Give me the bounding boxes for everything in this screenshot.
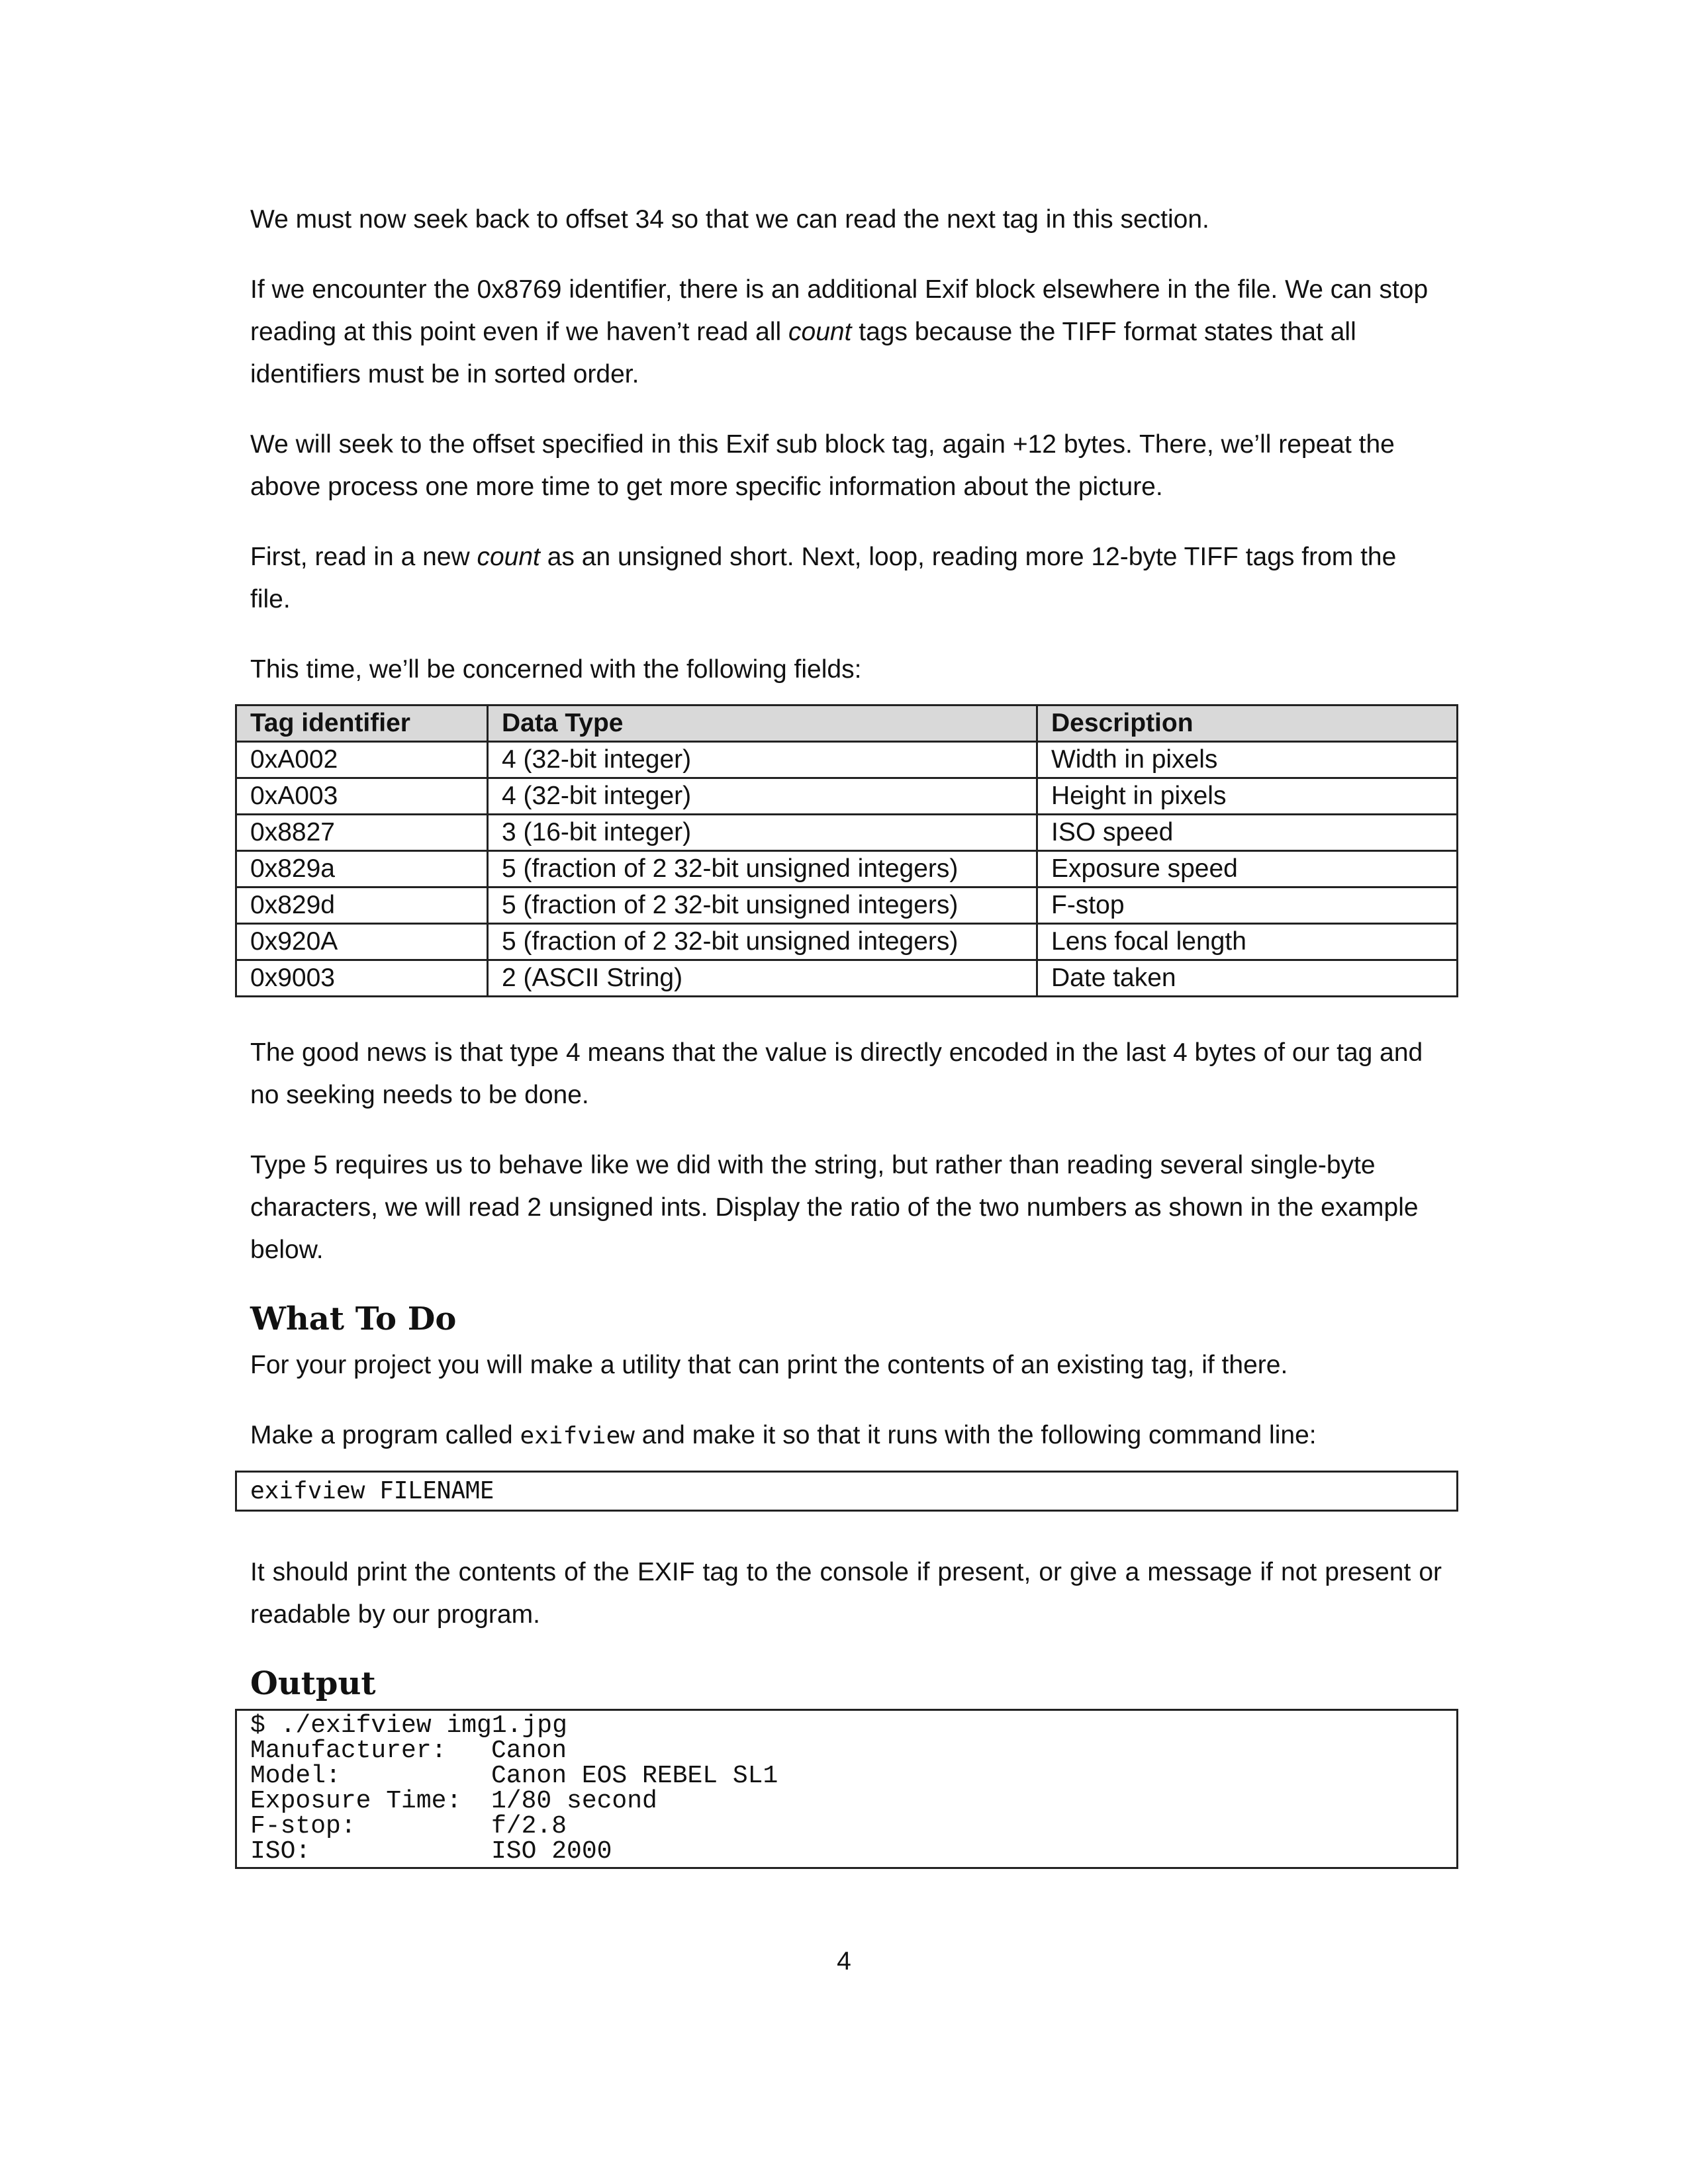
paragraph-seek-back: We must now seek back to offset 34 so that we can read the next tag in this section.: [250, 205, 1209, 234]
output-key: Exposure Time:: [250, 1787, 462, 1815]
paragraph-command-line: [250, 1414, 1442, 1457]
table-header-cell: Description: [1037, 705, 1458, 742]
paragraph-type-5: Type 5 requires us to behave like we did with the string, but rather than reading several single-byte characters, we will read 2 unsigned ints. Display the ratio of the two numbers as shown in the example below.: [250, 1151, 1419, 1264]
table-cell: 4 (32-bit integer): [488, 742, 1037, 778]
page-number: 4: [837, 1947, 851, 1976]
table-cell: 2 (ASCII String): [488, 960, 1037, 997]
command-code-box: [235, 1471, 1458, 1512]
table-header-cell: Tag identifier: [236, 705, 488, 742]
table-row: [236, 742, 1458, 778]
output-line: [250, 1814, 1443, 1839]
output-prompt-line: [250, 1713, 1443, 1739]
paragraph-text: as an unsigned short. Next, loop, reading more 12-byte TIFF tags from the file.: [250, 543, 1397, 614]
table-cell: 0x920A: [236, 924, 488, 960]
table-cell: 5 (fraction of 2 32-bit unsigned integers): [488, 924, 1037, 960]
output-value: Canon EOS REBEL SL1: [491, 1762, 778, 1790]
emphasis-count: count: [477, 543, 540, 571]
table-cell: Date taken: [1037, 960, 1458, 997]
paragraph-seek-offset: We will seek to the offset specified in this Exif sub block tag, again +12 bytes. There, we’ll repeat the above process one more time to get more specific information about the picture.: [250, 430, 1395, 501]
table-cell: F-stop: [1037, 887, 1458, 924]
table-cell: 0x8827: [236, 815, 488, 851]
table-cell: ISO speed: [1037, 815, 1458, 851]
table-cell: 4 (32-bit integer): [488, 778, 1037, 815]
output-prompt: $ ./exifview img1.jpg: [250, 1711, 567, 1740]
paragraph-read-count: [250, 536, 1442, 621]
paragraph-type-4: The good news is that type 4 means that the value is directly encoded in the last 4 bytes of our tag and no seeking needs to be done.: [250, 1038, 1423, 1109]
table-row: [236, 887, 1458, 924]
output-line: [250, 1764, 1443, 1789]
output-key: Model:: [250, 1762, 341, 1790]
paragraph-exif-identifier: [250, 269, 1442, 396]
tag-fields-table: [235, 704, 1458, 997]
table-row: [236, 815, 1458, 851]
table-header-row: [236, 705, 1458, 742]
inline-code-exifview: exifview: [520, 1422, 635, 1449]
output-value: Canon: [491, 1737, 567, 1765]
heading-output: Output: [250, 1665, 376, 1702]
table-cell: 5 (fraction of 2 32-bit unsigned integers): [488, 887, 1037, 924]
output-key: F-stop:: [250, 1812, 356, 1841]
output-key: Manufacturer:: [250, 1737, 447, 1765]
output-line: [250, 1739, 1443, 1764]
heading-what-to-do: What To Do: [250, 1300, 457, 1338]
command-line-text: exifview FILENAME: [250, 1477, 494, 1504]
emphasis-count: count: [788, 318, 852, 346]
table-cell: 0x829a: [236, 851, 488, 887]
table-row: [236, 924, 1458, 960]
page-content: [250, 199, 1442, 1869]
output-value: ISO 2000: [491, 1837, 612, 1866]
table-cell: 0xA002: [236, 742, 488, 778]
paragraph-fields-intro: This time, we’ll be concerned with the following fields:: [250, 655, 862, 684]
paragraph-text: If we encounter the 0x8769 identifier, there is an additional Exif block elsewhere in the file. We can stop reading at this point even if we haven’t read all: [250, 275, 1429, 346]
output-line: [250, 1789, 1443, 1814]
table-cell: Exposure speed: [1037, 851, 1458, 887]
output-line: [250, 1839, 1443, 1864]
table-cell: 3 (16-bit integer): [488, 815, 1037, 851]
table-header-cell: Data Type: [488, 705, 1037, 742]
table-cell: Lens focal length: [1037, 924, 1458, 960]
output-code-box: [235, 1709, 1458, 1869]
output-key: ISO:: [250, 1837, 311, 1866]
paragraph-text: and make it so that it runs with the following command line:: [634, 1421, 1317, 1449]
table-cell: 0x9003: [236, 960, 488, 997]
paragraph-project-intro: For your project you will make a utility that can print the contents of an existing tag, if there.: [250, 1351, 1288, 1379]
table-row: [236, 960, 1458, 997]
table-cell: 0xA003: [236, 778, 488, 815]
table-cell: Height in pixels: [1037, 778, 1458, 815]
table-cell: 5 (fraction of 2 32-bit unsigned integers): [488, 851, 1037, 887]
output-value: f/2.8: [491, 1812, 567, 1841]
paragraph-text: First, read in a new: [250, 543, 477, 571]
table-row: [236, 851, 1458, 887]
paragraph-text: Make a program called: [250, 1421, 520, 1449]
table-row: [236, 778, 1458, 815]
paragraph-print-contents: It should print the contents of the EXIF tag to the console if present, or give a message if not present or readable by our program.: [250, 1558, 1442, 1629]
output-value: 1/80 second: [491, 1787, 657, 1815]
table-cell: 0x829d: [236, 887, 488, 924]
paragraph-text: tags because the TIFF format states that all identifiers must be in sorted order.: [250, 318, 1356, 388]
table-cell: Width in pixels: [1037, 742, 1458, 778]
